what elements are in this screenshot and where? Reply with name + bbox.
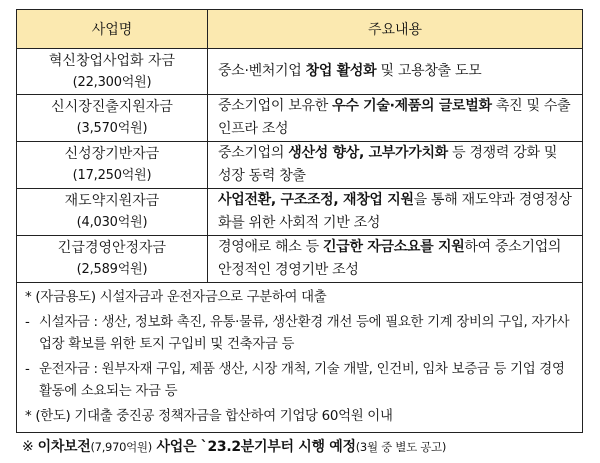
content-text: 중소기업이 보유한 [218,98,333,114]
header-project-name: 사업명 [17,10,208,49]
note-facility-fund [25,312,574,356]
project-name: 신시장진출지원자금 [51,99,173,115]
footnote-middle: 사업은 `23.2분기부터 시행 예정 [151,439,356,455]
main-content-cell [208,142,583,189]
project-name: 혁신창업사업화 자금 [48,52,176,69]
content-highlight: 창업 활성화 [305,63,377,79]
content-highlight: 우수 기술·제품의 글로벌화 [332,98,492,114]
content-text: 중소·벤처기업 [218,63,306,79]
project-budget: (4,030억원) [76,215,148,230]
note-limit: * (한도) 기대출 중진공 정책자금을 합산하여 기업당 60억원 이내 [25,409,393,424]
content-text: 경영애로 해소 등 [218,239,324,255]
content-text: 촉진 및 수출 인프라 조성 [218,98,571,137]
project-name: 재도약지원자금 [64,193,160,209]
project-name: 긴급경영안정자금 [57,240,167,256]
project-name-cell [17,189,208,236]
note-operating-dash: - [25,362,30,377]
table-row [17,95,583,142]
project-name-cell [17,95,208,142]
content-text: 중소기업의 [218,145,289,161]
footnote-amount: (7,970억원) [90,440,152,454]
note-facility-dash: - [25,315,30,330]
notes-cell [17,283,583,433]
main-content-cell [208,49,583,95]
footnote-subject: 이차보전 [37,439,91,455]
content-text: 및 고용창출 도모 [376,63,482,79]
content-highlight: 생산성 향상, 고부가가치화 [288,145,448,161]
main-content-cell [208,236,583,283]
project-name-cell [17,142,208,189]
table-row [17,49,583,95]
content-highlight: 긴급한 자금소요를 지원 [323,239,465,255]
content-text: 하여 중소기업의 안정적인 경영기반 조성 [218,239,562,278]
project-name-cell [17,49,208,95]
project-budget: (17,250억원) [72,168,152,183]
policy-fund-table [16,9,583,433]
content-text: 을 통해 재도약과 경영정상화를 위한 사회적 기반 조성 [218,192,572,231]
footnote-tail: (3월 중 별도 공고) [355,440,447,454]
footnote-mark: ※ [22,439,34,455]
project-name: 신성장기반자금 [64,146,160,162]
interest-subsidy-footnote [22,436,446,456]
note-facility-text: 시설자금 : 생산, 정보화 촉진, 유통·물류, 생산환경 개선 등에 필요한 기계 장비의 구입, 자가사업장 확보를 위한 토지 구입비 및 건축자금 등 [39,315,570,352]
notes-row [17,283,583,433]
table-row [17,236,583,283]
table-row [17,189,583,236]
note-operating-fund [25,359,574,403]
main-content-cell [208,189,583,236]
project-budget: (2,589억원) [76,262,148,277]
project-budget: (3,570억원) [76,121,148,136]
project-budget: (22,300억원) [72,74,152,90]
project-name-cell [17,236,208,283]
main-content-cell [208,95,583,142]
table-row [17,142,583,189]
header-main-content: 주요내용 [208,10,583,49]
table-header-row [17,10,583,49]
note-usage: * (자금용도) 시설자금과 운전자금으로 구분하여 대출 [25,290,327,305]
content-text: 등 경쟁력 강화 및 성장 동력 창출 [218,145,558,184]
content-highlight: 사업전환, 구조조정, 재창업 지원 [218,192,414,208]
note-operating-text: 운전자금 : 원부자재 구입, 제품 생산, 시장 개척, 기술 개발, 인건비, 임차 보증금 등 기업 경영활동에 소요되는 자금 등 [39,362,565,399]
